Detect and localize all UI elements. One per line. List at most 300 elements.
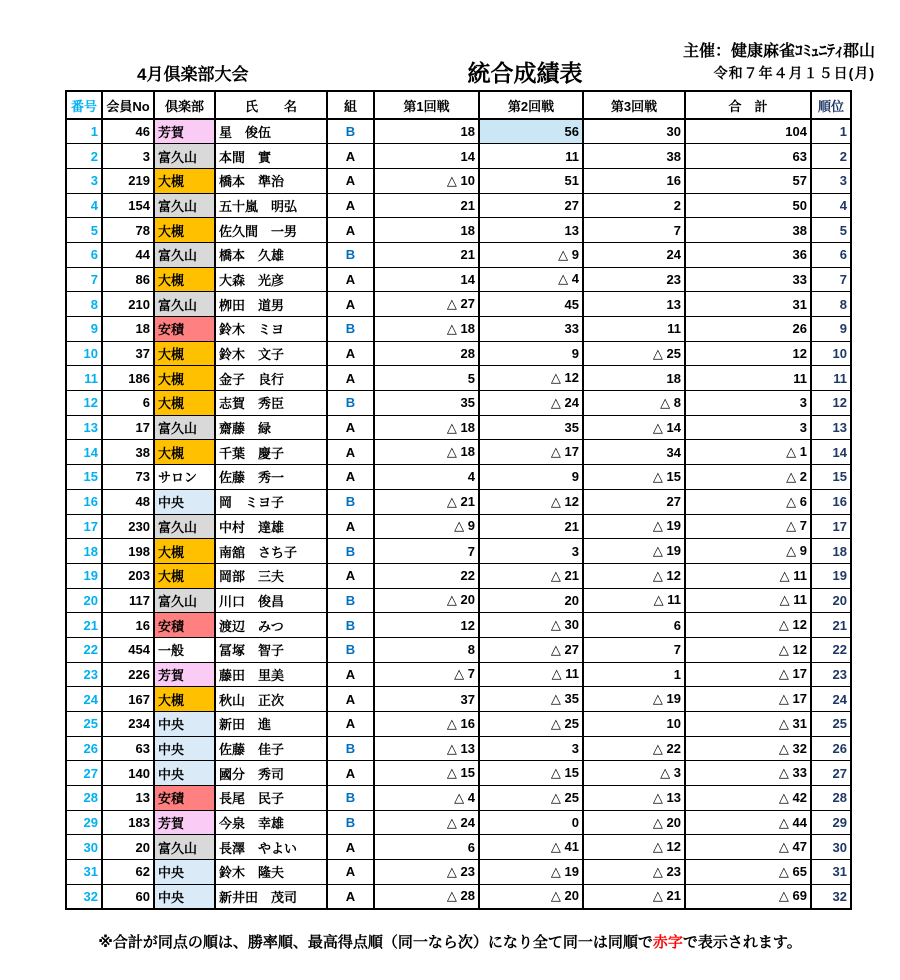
row-number: 9 bbox=[66, 317, 102, 342]
round3-score: △ 11 bbox=[583, 588, 685, 613]
row-number: 28 bbox=[66, 786, 102, 811]
player-name: 中村 達雄 bbox=[215, 514, 327, 539]
club-name: 富久山 bbox=[154, 144, 215, 169]
total-score: 12 bbox=[685, 341, 811, 366]
member-no: 210 bbox=[102, 292, 154, 317]
table-row bbox=[66, 144, 851, 169]
round3-score: △ 23 bbox=[583, 860, 685, 885]
round1-score: 21 bbox=[374, 242, 479, 267]
round2-score: 9 bbox=[479, 341, 583, 366]
player-name: 佐久間 一男 bbox=[215, 218, 327, 243]
club-name: 芳賀 bbox=[154, 119, 215, 144]
total-score: △ 44 bbox=[685, 810, 811, 835]
total-score: △ 42 bbox=[685, 786, 811, 811]
player-name: 橋本 久雄 bbox=[215, 242, 327, 267]
rank-number: 2 bbox=[811, 144, 851, 169]
player-name: 長尾 民子 bbox=[215, 786, 327, 811]
round3-score: △ 21 bbox=[583, 884, 685, 909]
table-row bbox=[66, 489, 851, 514]
total-score: △ 12 bbox=[685, 613, 811, 638]
rank-number: 5 bbox=[811, 218, 851, 243]
club-name: 中央 bbox=[154, 884, 215, 909]
table-row bbox=[66, 514, 851, 539]
row-number: 5 bbox=[66, 218, 102, 243]
total-score: 31 bbox=[685, 292, 811, 317]
club-name: 富久山 bbox=[154, 292, 215, 317]
footnote-red-text: 赤字 bbox=[652, 934, 683, 951]
footnote-text-end: で表示されます。 bbox=[682, 934, 802, 951]
player-name: 新田 進 bbox=[215, 712, 327, 737]
round1-score: 18 bbox=[374, 119, 479, 144]
member-no: 13 bbox=[102, 786, 154, 811]
member-no: 230 bbox=[102, 514, 154, 539]
rank-number: 16 bbox=[811, 489, 851, 514]
rank-number: 24 bbox=[811, 687, 851, 712]
member-no: 38 bbox=[102, 440, 154, 465]
round3-score: 23 bbox=[583, 267, 685, 292]
club-name: 中央 bbox=[154, 489, 215, 514]
group-label: B bbox=[327, 736, 374, 761]
total-score: 57 bbox=[685, 168, 811, 193]
round2-score: △ 21 bbox=[479, 563, 583, 588]
row-number: 2 bbox=[66, 144, 102, 169]
member-no: 18 bbox=[102, 317, 154, 342]
round1-score: 5 bbox=[374, 366, 479, 391]
results-table bbox=[65, 90, 852, 910]
total-score: 3 bbox=[685, 391, 811, 416]
round1-score: △ 10 bbox=[374, 168, 479, 193]
club-name: 中央 bbox=[154, 761, 215, 786]
round2-score: △ 24 bbox=[479, 391, 583, 416]
group-label: A bbox=[327, 267, 374, 292]
total-score: 63 bbox=[685, 144, 811, 169]
rank-number: 17 bbox=[811, 514, 851, 539]
player-name: 岡部 三夫 bbox=[215, 563, 327, 588]
club-name: 中央 bbox=[154, 736, 215, 761]
group-label: A bbox=[327, 761, 374, 786]
rank-number: 14 bbox=[811, 440, 851, 465]
member-no: 186 bbox=[102, 366, 154, 391]
row-number: 3 bbox=[66, 168, 102, 193]
club-name: 大槻 bbox=[154, 440, 215, 465]
total-score: △ 9 bbox=[685, 539, 811, 564]
group-label: A bbox=[327, 687, 374, 712]
total-score: △ 1 bbox=[685, 440, 811, 465]
member-no: 226 bbox=[102, 662, 154, 687]
round1-score: 6 bbox=[374, 835, 479, 860]
rank-number: 27 bbox=[811, 761, 851, 786]
player-name: 佐藤 佳子 bbox=[215, 736, 327, 761]
member-no: 167 bbox=[102, 687, 154, 712]
group-label: A bbox=[327, 218, 374, 243]
total-score: 38 bbox=[685, 218, 811, 243]
player-name: 橋本 準治 bbox=[215, 168, 327, 193]
round1-score: 22 bbox=[374, 563, 479, 588]
member-no: 44 bbox=[102, 242, 154, 267]
member-no: 203 bbox=[102, 563, 154, 588]
club-name: 富久山 bbox=[154, 514, 215, 539]
club-name: 中央 bbox=[154, 712, 215, 737]
row-number: 27 bbox=[66, 761, 102, 786]
footnote-text: ※合計が同点の順は、勝率順、最高得点順（同一なら次）になり全て同一は同順で bbox=[98, 934, 653, 951]
rank-number: 4 bbox=[811, 193, 851, 218]
rank-number: 26 bbox=[811, 736, 851, 761]
round3-score: 27 bbox=[583, 489, 685, 514]
round1-score: 14 bbox=[374, 144, 479, 169]
row-number: 6 bbox=[66, 242, 102, 267]
round1-score: △ 23 bbox=[374, 860, 479, 885]
group-label: A bbox=[327, 514, 374, 539]
round3-score: △ 13 bbox=[583, 786, 685, 811]
table-row bbox=[66, 835, 851, 860]
total-score: 33 bbox=[685, 267, 811, 292]
row-number: 16 bbox=[66, 489, 102, 514]
round1-score: 21 bbox=[374, 193, 479, 218]
table-row bbox=[66, 884, 851, 909]
col-header-name: 氏 名 bbox=[215, 91, 327, 119]
event-title: 4月倶楽部大会 bbox=[137, 65, 249, 84]
round1-score: 12 bbox=[374, 613, 479, 638]
player-name: 冨塚 智子 bbox=[215, 637, 327, 662]
total-score: △ 47 bbox=[685, 835, 811, 860]
total-score: △ 31 bbox=[685, 712, 811, 737]
member-no: 86 bbox=[102, 267, 154, 292]
round2-score: △ 9 bbox=[479, 242, 583, 267]
total-score: △ 11 bbox=[685, 588, 811, 613]
row-number: 14 bbox=[66, 440, 102, 465]
round3-score: △ 15 bbox=[583, 465, 685, 490]
member-no: 154 bbox=[102, 193, 154, 218]
club-name: 芳賀 bbox=[154, 662, 215, 687]
group-label: A bbox=[327, 662, 374, 687]
total-score: △ 11 bbox=[685, 563, 811, 588]
club-name: 安積 bbox=[154, 317, 215, 342]
rank-number: 1 bbox=[811, 119, 851, 144]
round3-score: △ 19 bbox=[583, 687, 685, 712]
table-row bbox=[66, 637, 851, 662]
player-name: 鈴木 文子 bbox=[215, 341, 327, 366]
round2-score: 35 bbox=[479, 415, 583, 440]
round3-score: 38 bbox=[583, 144, 685, 169]
total-score: 3 bbox=[685, 415, 811, 440]
round1-score: △ 21 bbox=[374, 489, 479, 514]
round2-score: 27 bbox=[479, 193, 583, 218]
club-name: サロン bbox=[154, 465, 215, 490]
round3-score: 34 bbox=[583, 440, 685, 465]
col-header-round1: 第1回戦 bbox=[374, 91, 479, 119]
club-name: 大槻 bbox=[154, 539, 215, 564]
round2-score: 51 bbox=[479, 168, 583, 193]
round1-score: 14 bbox=[374, 267, 479, 292]
club-name: 中央 bbox=[154, 860, 215, 885]
table-row bbox=[66, 588, 851, 613]
group-label: B bbox=[327, 539, 374, 564]
group-label: B bbox=[327, 786, 374, 811]
round3-score: 13 bbox=[583, 292, 685, 317]
round3-score: △ 22 bbox=[583, 736, 685, 761]
club-name: 安積 bbox=[154, 786, 215, 811]
table-row bbox=[66, 539, 851, 564]
round2-score: △ 11 bbox=[479, 662, 583, 687]
player-name: 佐藤 秀一 bbox=[215, 465, 327, 490]
round1-score: △ 24 bbox=[374, 810, 479, 835]
rank-number: 7 bbox=[811, 267, 851, 292]
club-name: 一般 bbox=[154, 637, 215, 662]
round2-score: △ 35 bbox=[479, 687, 583, 712]
date-text: 令和７年４月１５日(月) bbox=[713, 65, 875, 81]
row-number: 32 bbox=[66, 884, 102, 909]
total-score: △ 17 bbox=[685, 687, 811, 712]
player-name: 藤田 里美 bbox=[215, 662, 327, 687]
round1-score: △ 18 bbox=[374, 317, 479, 342]
rank-number: 8 bbox=[811, 292, 851, 317]
rank-number: 18 bbox=[811, 539, 851, 564]
table-row bbox=[66, 218, 851, 243]
player-name: 川口 俊昌 bbox=[215, 588, 327, 613]
group-label: A bbox=[327, 168, 374, 193]
rank-number: 6 bbox=[811, 242, 851, 267]
group-label: B bbox=[327, 588, 374, 613]
rank-number: 3 bbox=[811, 168, 851, 193]
club-name: 富久山 bbox=[154, 242, 215, 267]
club-name: 富久山 bbox=[154, 588, 215, 613]
rank-number: 19 bbox=[811, 563, 851, 588]
col-header-no: 番号 bbox=[66, 91, 102, 119]
member-no: 60 bbox=[102, 884, 154, 909]
round2-score: 45 bbox=[479, 292, 583, 317]
col-header-member-no: 会員No bbox=[102, 91, 154, 119]
table-row bbox=[66, 440, 851, 465]
round3-score: △ 19 bbox=[583, 514, 685, 539]
group-label: A bbox=[327, 860, 374, 885]
player-name: 千葉 慶子 bbox=[215, 440, 327, 465]
club-name: 大槻 bbox=[154, 687, 215, 712]
round2-score: 0 bbox=[479, 810, 583, 835]
row-number: 7 bbox=[66, 267, 102, 292]
player-name: 栁田 道男 bbox=[215, 292, 327, 317]
round2-score: 9 bbox=[479, 465, 583, 490]
group-label: B bbox=[327, 613, 374, 638]
table-row bbox=[66, 860, 851, 885]
member-no: 62 bbox=[102, 860, 154, 885]
row-number: 1 bbox=[66, 119, 102, 144]
club-name: 大槻 bbox=[154, 218, 215, 243]
member-no: 6 bbox=[102, 391, 154, 416]
total-score: 50 bbox=[685, 193, 811, 218]
group-label: B bbox=[327, 810, 374, 835]
round1-score: △ 20 bbox=[374, 588, 479, 613]
player-name: 本間 實 bbox=[215, 144, 327, 169]
footnote bbox=[0, 931, 900, 952]
round3-score: △ 8 bbox=[583, 391, 685, 416]
member-no: 48 bbox=[102, 489, 154, 514]
group-label: A bbox=[327, 440, 374, 465]
group-label: A bbox=[327, 465, 374, 490]
table-row bbox=[66, 786, 851, 811]
total-score: 26 bbox=[685, 317, 811, 342]
round1-score: △ 27 bbox=[374, 292, 479, 317]
round2-score: 3 bbox=[479, 539, 583, 564]
table-row bbox=[66, 465, 851, 490]
player-name: 岡 ミヨ子 bbox=[215, 489, 327, 514]
row-number: 8 bbox=[66, 292, 102, 317]
round1-score: 18 bbox=[374, 218, 479, 243]
round1-score: △ 16 bbox=[374, 712, 479, 737]
player-name: 長澤 やよい bbox=[215, 835, 327, 860]
round2-score: 33 bbox=[479, 317, 583, 342]
row-number: 11 bbox=[66, 366, 102, 391]
total-score: △ 2 bbox=[685, 465, 811, 490]
page-title: 統合成績表 bbox=[467, 60, 583, 86]
rank-number: 12 bbox=[811, 391, 851, 416]
club-name: 芳賀 bbox=[154, 810, 215, 835]
player-name: 國分 秀司 bbox=[215, 761, 327, 786]
round2-score: △ 4 bbox=[479, 267, 583, 292]
round2-score: 56 bbox=[479, 119, 583, 144]
player-name: 鈴木 隆夫 bbox=[215, 860, 327, 885]
rank-number: 11 bbox=[811, 366, 851, 391]
round3-score: △ 3 bbox=[583, 761, 685, 786]
total-score: 36 bbox=[685, 242, 811, 267]
rank-number: 23 bbox=[811, 662, 851, 687]
round1-score: 7 bbox=[374, 539, 479, 564]
round3-score: 10 bbox=[583, 712, 685, 737]
table-row bbox=[66, 267, 851, 292]
table-row bbox=[66, 415, 851, 440]
member-no: 3 bbox=[102, 144, 154, 169]
table-row bbox=[66, 193, 851, 218]
round2-score: △ 12 bbox=[479, 489, 583, 514]
player-name: 渡辺 みつ bbox=[215, 613, 327, 638]
round2-score: △ 30 bbox=[479, 613, 583, 638]
round1-score: 37 bbox=[374, 687, 479, 712]
row-number: 29 bbox=[66, 810, 102, 835]
group-label: A bbox=[327, 712, 374, 737]
total-score: △ 32 bbox=[685, 736, 811, 761]
round1-score: △ 18 bbox=[374, 440, 479, 465]
round3-score: 7 bbox=[583, 637, 685, 662]
member-no: 140 bbox=[102, 761, 154, 786]
round2-score: △ 25 bbox=[479, 786, 583, 811]
round1-score: △ 7 bbox=[374, 662, 479, 687]
group-label: A bbox=[327, 144, 374, 169]
table-row bbox=[66, 662, 851, 687]
round2-score: △ 27 bbox=[479, 637, 583, 662]
row-number: 19 bbox=[66, 563, 102, 588]
col-header-club: 倶楽部 bbox=[154, 91, 215, 119]
row-number: 20 bbox=[66, 588, 102, 613]
total-score: 11 bbox=[685, 366, 811, 391]
round3-score: 24 bbox=[583, 242, 685, 267]
round3-score: 16 bbox=[583, 168, 685, 193]
round2-score: △ 17 bbox=[479, 440, 583, 465]
round3-score: 18 bbox=[583, 366, 685, 391]
rank-number: 32 bbox=[811, 884, 851, 909]
round1-score: 35 bbox=[374, 391, 479, 416]
group-label: B bbox=[327, 489, 374, 514]
row-number: 4 bbox=[66, 193, 102, 218]
total-score: 104 bbox=[685, 119, 811, 144]
group-label: A bbox=[327, 884, 374, 909]
total-score: △ 6 bbox=[685, 489, 811, 514]
club-name: 安積 bbox=[154, 613, 215, 638]
member-no: 46 bbox=[102, 119, 154, 144]
club-name: 富久山 bbox=[154, 193, 215, 218]
rank-number: 25 bbox=[811, 712, 851, 737]
table-row bbox=[66, 391, 851, 416]
club-name: 大槻 bbox=[154, 168, 215, 193]
row-number: 17 bbox=[66, 514, 102, 539]
member-no: 198 bbox=[102, 539, 154, 564]
row-number: 21 bbox=[66, 613, 102, 638]
player-name: 鈴木 ミヨ bbox=[215, 317, 327, 342]
total-score: △ 33 bbox=[685, 761, 811, 786]
round2-score: 21 bbox=[479, 514, 583, 539]
member-no: 37 bbox=[102, 341, 154, 366]
row-number: 15 bbox=[66, 465, 102, 490]
total-score: △ 65 bbox=[685, 860, 811, 885]
round3-score: 6 bbox=[583, 613, 685, 638]
round3-score: 30 bbox=[583, 119, 685, 144]
table-row bbox=[66, 242, 851, 267]
table-row bbox=[66, 563, 851, 588]
member-no: 16 bbox=[102, 613, 154, 638]
table-row bbox=[66, 119, 851, 144]
player-name: 南舘 さち子 bbox=[215, 539, 327, 564]
group-label: B bbox=[327, 119, 374, 144]
round1-score: △ 9 bbox=[374, 514, 479, 539]
player-name: 新井田 茂司 bbox=[215, 884, 327, 909]
round1-score: △ 15 bbox=[374, 761, 479, 786]
col-header-round3: 第3回戦 bbox=[583, 91, 685, 119]
club-name: 大槻 bbox=[154, 563, 215, 588]
total-score: △ 69 bbox=[685, 884, 811, 909]
club-name: 大槻 bbox=[154, 391, 215, 416]
player-name: 金子 良行 bbox=[215, 366, 327, 391]
round1-score: △ 18 bbox=[374, 415, 479, 440]
player-name: 齋藤 緑 bbox=[215, 415, 327, 440]
col-header-total: 合 計 bbox=[685, 91, 811, 119]
round1-score: 28 bbox=[374, 341, 479, 366]
club-name: 富久山 bbox=[154, 415, 215, 440]
group-label: A bbox=[327, 835, 374, 860]
round2-score: 3 bbox=[479, 736, 583, 761]
row-number: 25 bbox=[66, 712, 102, 737]
round3-score: △ 19 bbox=[583, 539, 685, 564]
group-label: A bbox=[327, 193, 374, 218]
total-score: △ 7 bbox=[685, 514, 811, 539]
member-no: 219 bbox=[102, 168, 154, 193]
member-no: 63 bbox=[102, 736, 154, 761]
round1-score: △ 4 bbox=[374, 786, 479, 811]
club-name: 大槻 bbox=[154, 366, 215, 391]
rank-number: 20 bbox=[811, 588, 851, 613]
group-label: B bbox=[327, 317, 374, 342]
round1-score: 8 bbox=[374, 637, 479, 662]
player-name: 星 俊伍 bbox=[215, 119, 327, 144]
row-number: 18 bbox=[66, 539, 102, 564]
group-label: B bbox=[327, 637, 374, 662]
table-row bbox=[66, 613, 851, 638]
round3-score: △ 20 bbox=[583, 810, 685, 835]
table-header-row bbox=[66, 91, 851, 119]
group-label: A bbox=[327, 415, 374, 440]
round2-score: △ 15 bbox=[479, 761, 583, 786]
row-number: 30 bbox=[66, 835, 102, 860]
row-number: 10 bbox=[66, 341, 102, 366]
group-label: B bbox=[327, 391, 374, 416]
rank-number: 13 bbox=[811, 415, 851, 440]
